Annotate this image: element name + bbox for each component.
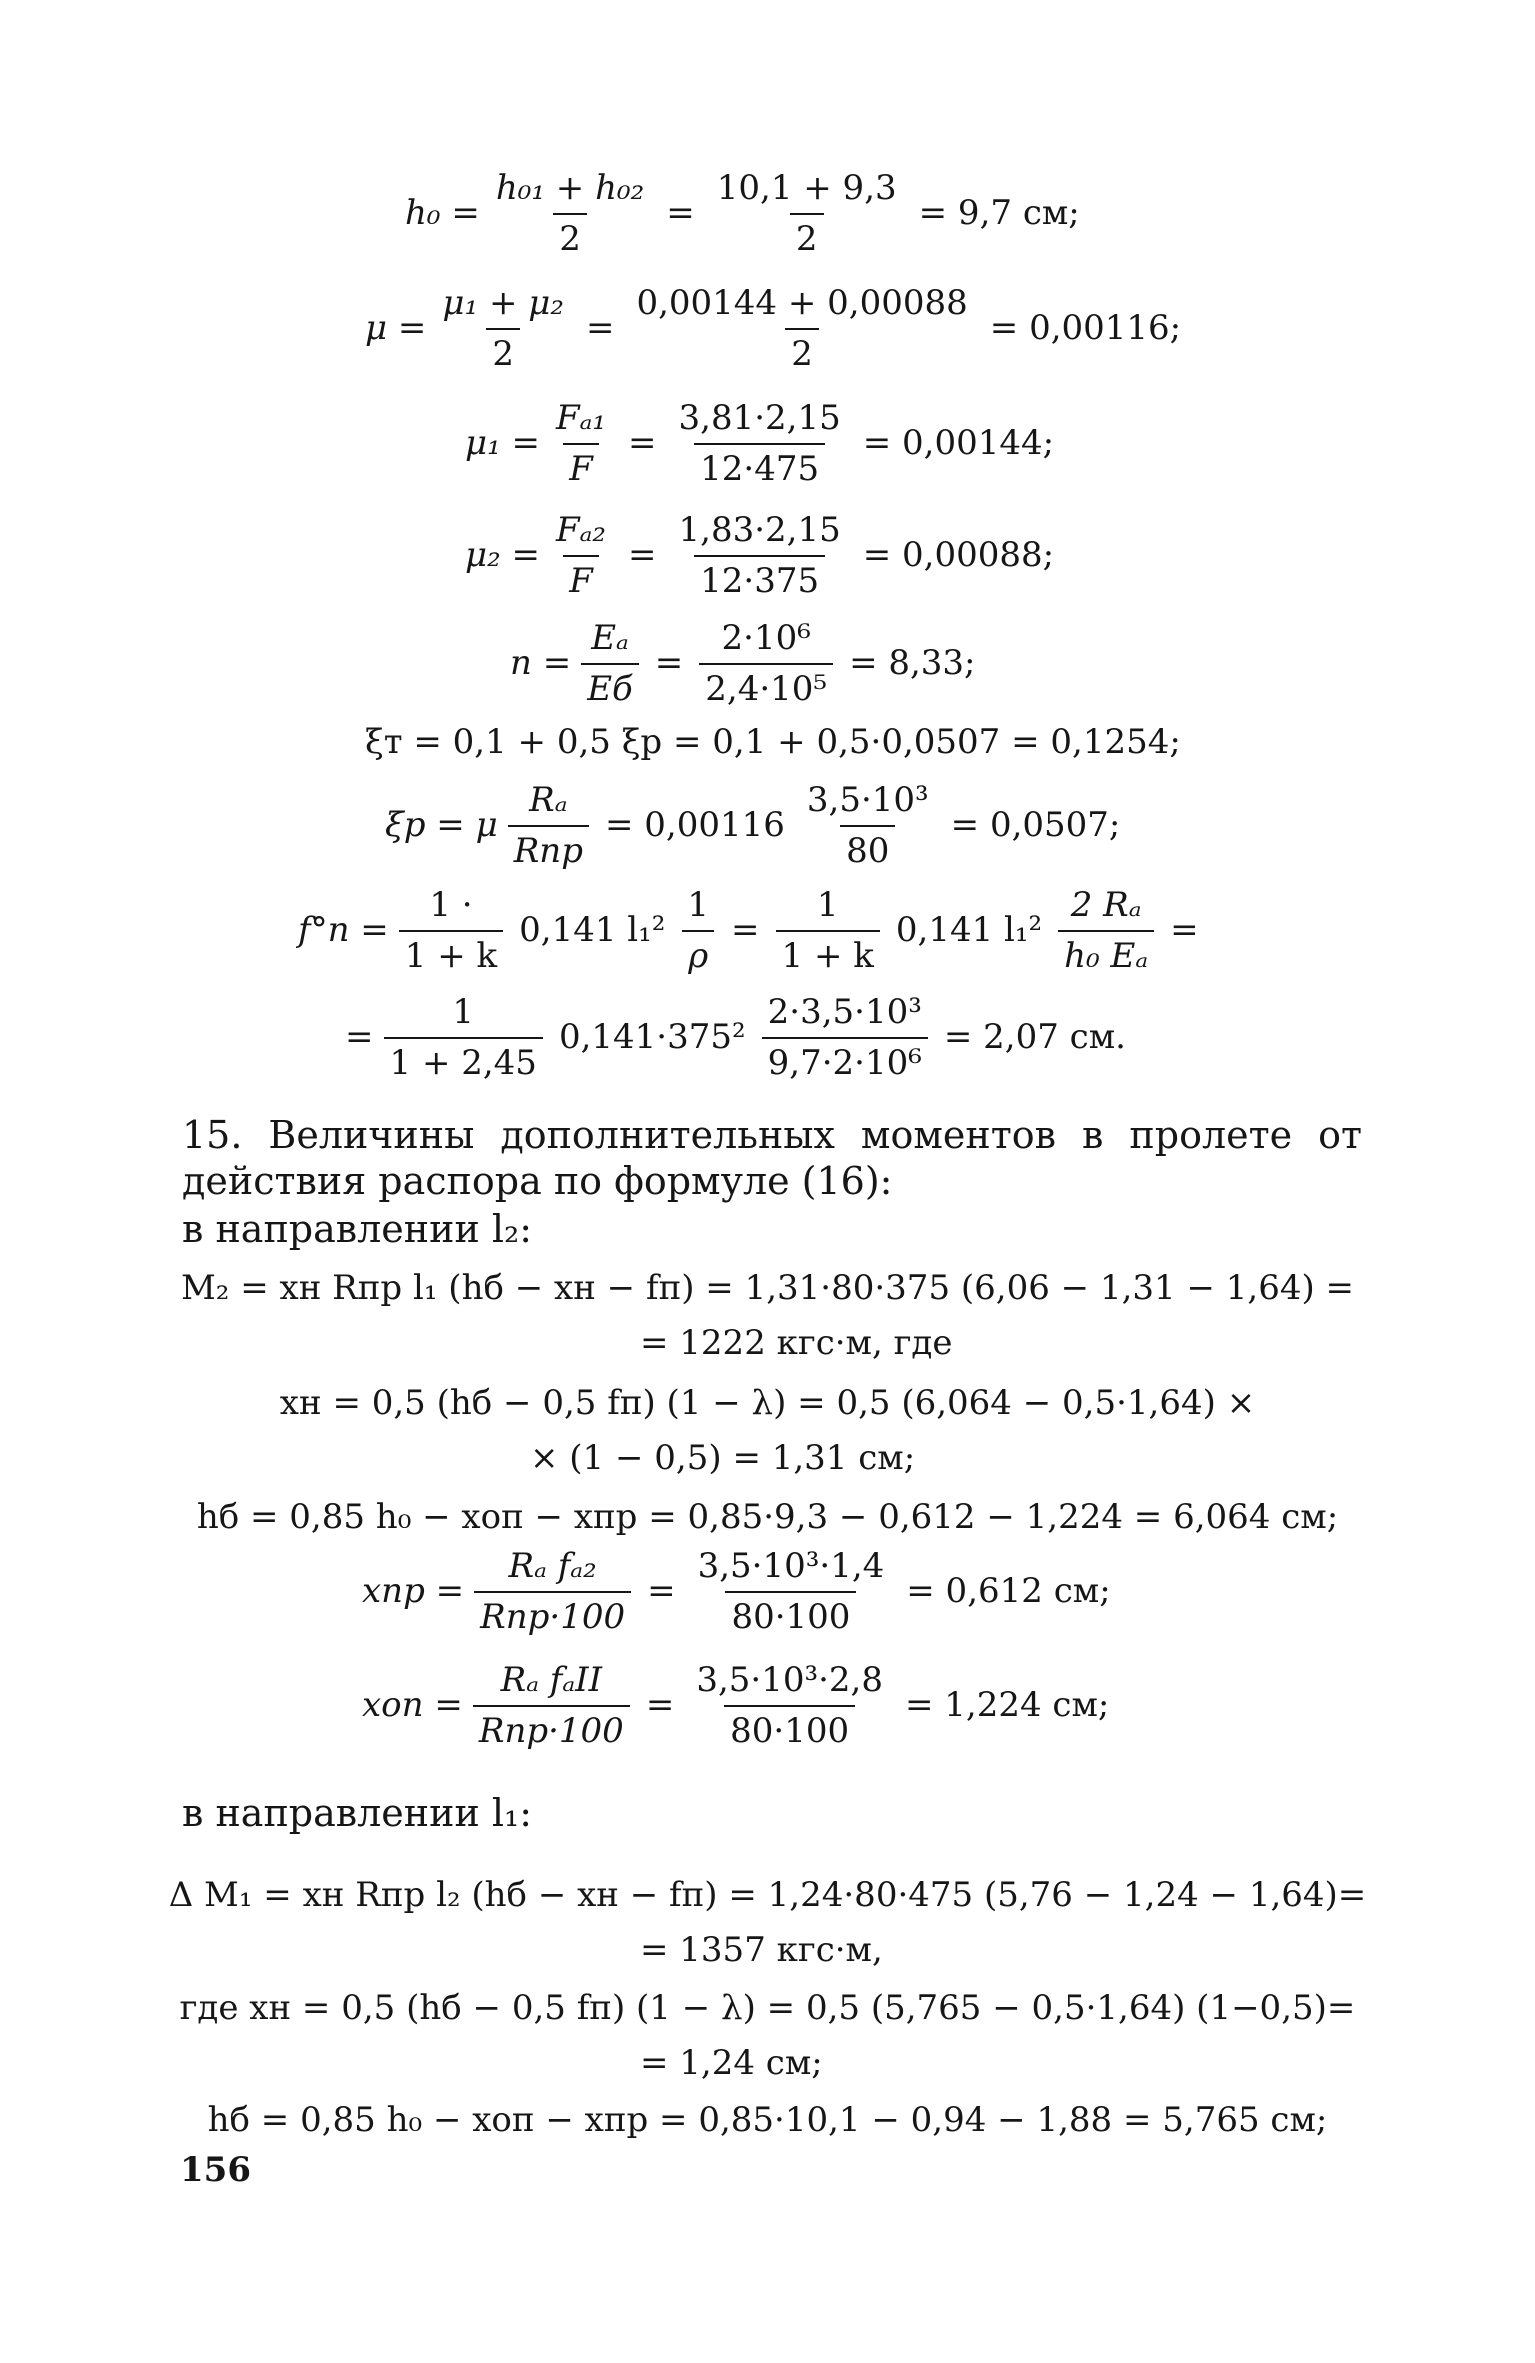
result: = 8,33; xyxy=(849,643,976,684)
fraction: $\frac{\text{Fₐ₂}}{F}$ xyxy=(556,510,607,601)
lhs: ξр = μ xyxy=(385,805,498,846)
equation-h0: h₀ = $\frac{\text{h₀₁ + h₀₂}}{2}$ = $\frac{10,1 + 9,3}{2}$ = 9,7 см; xyxy=(405,168,1080,259)
fraction: $\frac{\text{Rₐ fₐ₂}}{\text{Rпр·100}}$ xyxy=(474,1546,631,1638)
equation-hb: hб = 0,85 h₀ − xоп − xпр = 0,85·9,3 − 0,612 − 1,224 = 6,064 см; xyxy=(196,1497,1339,1537)
equation-xn-line2: × (1 − 0,5) = 1,31 см; xyxy=(530,1438,916,1478)
fraction: $\frac{\text{2·10⁶}}{\text{2,4·10⁵}}$ xyxy=(699,618,833,710)
result: = 0,00088; xyxy=(862,535,1055,576)
lhs: μ₁ = xyxy=(465,423,541,464)
fraction: $\frac{\text{3,5·10³·2,8}}{80\cdot 100}$ xyxy=(696,1660,883,1751)
page-number: 156 xyxy=(180,2150,251,2190)
fraction: $\frac{0,00144 + 0,00088}{2}$ xyxy=(636,283,968,374)
fraction: $\frac{\text{2 Rₐ}}{\text{h₀ Eₐ}}$ xyxy=(1058,885,1154,977)
fraction: $\frac{1}{\rho}$ xyxy=(681,885,715,977)
equation-xn-line1: xн = 0,5 (hб − 0,5 fп) (1 − λ) = 0,5 (6,064 − 0,5·1,64) × xyxy=(279,1383,1256,1423)
equation-mu2: μ₂ = $\frac{\text{Fₐ₂}}{F}$ = $\frac{1,83\cdot 2,15}{12\cdot 375}$ = 0,00088; xyxy=(465,510,1055,601)
fraction: $\frac{\text{3,5·10³·1,4}}{80\cdot 100}$ xyxy=(697,1546,885,1637)
result: = 9,7 см; xyxy=(918,193,1080,234)
lhs: n = xyxy=(510,643,572,684)
fraction: $\frac{\text{3,5·10³}}{80}$ xyxy=(806,780,929,871)
equation-xpr: xпр = $\frac{\text{Rₐ fₐ₂}}{\text{Rпр·100}}$ = $\frac{\text{3,5·10³·1,4}}{80\cdot 100}$ = 0,612 см; xyxy=(362,1546,1111,1637)
paragraph-15: 15. Величины дополнительных моментов в пролете от действия распора по формуле (16): xyxy=(182,1113,1362,1203)
fraction: $\frac{\text{Eₐ}}{Eб}$ xyxy=(581,618,639,710)
equation-dm1-line2: = 1357 кгс·м, xyxy=(640,1930,883,1970)
result: = 0,00144; xyxy=(862,423,1055,464)
fraction: $\frac{10,1 + 9,3}{2}$ xyxy=(716,168,897,259)
lhs: μ₂ = xyxy=(465,535,541,576)
result: = 0,00116; xyxy=(989,308,1182,349)
fraction: $\frac{\text{Rₐ fₐII}}{\text{Rпр·100}}$ xyxy=(473,1660,630,1752)
direction-l2-label: в направлении l₂: xyxy=(182,1207,533,1251)
lhs: f°п = xyxy=(298,910,389,951)
equation-dm1-line1: Δ M₁ = xн Rпр l₂ (hб − xн − fп) = 1,24·80·475 (5,76 − 1,24 − 1,64)= xyxy=(168,1875,1367,1915)
equation-m2-line2: = 1222 кгс·м, где xyxy=(640,1323,953,1363)
equation-fp-line1: f°п = $\frac{1 \cdot}{1 + k}$ 0,141 l₁² $\frac{1}{\rho}$ = $\frac{1}{1 + k}$ 0,141 l₁² $\frac{\text{2 Rₐ}}{\text{h₀ Eₐ}}$ = xyxy=(298,885,1199,976)
equation-xi-p: ξр = μ $\frac{\text{Rₐ}}{\text{Rпр}}$ = 0,00116 $\frac{\text{3,5·10³}}{80}$ = 0,0507; xyxy=(385,780,1121,871)
equation-m2-line1: M₂ = xн Rпр l₁ (hб − xн − fп) = 1,31·80·375 (6,06 − 1,31 − 1,64) = xyxy=(180,1268,1355,1308)
result: = 2,07 см. xyxy=(943,1017,1126,1058)
fraction: $\frac{1}{1 + 2,45}$ xyxy=(384,992,543,1084)
fraction: $\frac{1 \cdot}{1 + k}$ xyxy=(399,885,503,977)
direction-l1-label: в направлении l₁: xyxy=(182,1791,533,1835)
equation-xn1-line2: = 1,24 см; xyxy=(640,2043,823,2083)
equation-n: n = $\frac{\text{Eₐ}}{Eб}$ = $\frac{\text{2·10⁶}}{\text{2,4·10⁵}}$ = 8,33; xyxy=(510,618,976,709)
fraction: $\frac{1,83\cdot 2,15}{12\cdot 375}$ xyxy=(678,510,841,601)
result: = 0,0507; xyxy=(950,805,1121,846)
fraction: $\frac{\text{h₀₁ + h₀₂}}{2}$ xyxy=(495,168,645,259)
fraction: $\frac{\text{μ₁ + μ₂}}{2}$ xyxy=(442,283,564,374)
equation-xn1-line1: где xн = 0,5 (hб − 0,5 fп) (1 − λ) = 0,5 (5,765 − 0,5·1,64) (1−0,5)= xyxy=(179,1988,1356,2028)
equation-hb1: hб = 0,85 h₀ − xоп − xпр = 0,85·10,1 − 0,94 − 1,88 = 5,765 см; xyxy=(207,2100,1328,2140)
equation-xi-t: ξт = 0,1 + 0,5 ξр = 0,1 + 0,5·0,0507 = 0,1254; xyxy=(365,722,1181,762)
fraction: $\frac{1}{1 + k}$ xyxy=(776,885,880,977)
fraction: $\frac{3,81\cdot 2,15}{12\cdot 475}$ xyxy=(678,398,841,489)
fraction: $\frac{\text{Rₐ}}{\text{Rпр}}$ xyxy=(508,780,589,872)
lhs: μ = xyxy=(365,308,427,349)
equation-mu: μ = $\frac{\text{μ₁ + μ₂}}{2}$ = $\frac{0,00144 + 0,00088}{2}$ = 0,00116; xyxy=(365,283,1182,374)
fraction: $\frac{\text{Fₐ₁}}{F}$ xyxy=(556,398,607,489)
equation-fp-line2: = $\frac{1}{1 + 2,45}$ 0,141·375² $\frac{\text{2·3,5·10³}}{\text{9,7·2·10⁶}}$ = 2,07 см. xyxy=(345,992,1126,1083)
lhs: h₀ = xyxy=(405,193,480,234)
equation-xop: xоп = $\frac{\text{Rₐ fₐII}}{\text{Rпр·100}}$ = $\frac{\text{3,5·10³·2,8}}{80\cdot 100}$ = 1,224 см; xyxy=(362,1660,1110,1751)
equation-mu1: μ₁ = $\frac{\text{Fₐ₁}}{F}$ = $\frac{3,81\cdot 2,15}{12\cdot 475}$ = 0,00144; xyxy=(465,398,1055,489)
fraction: $\frac{\text{2·3,5·10³}}{\text{9,7·2·10⁶}}$ xyxy=(762,992,928,1084)
